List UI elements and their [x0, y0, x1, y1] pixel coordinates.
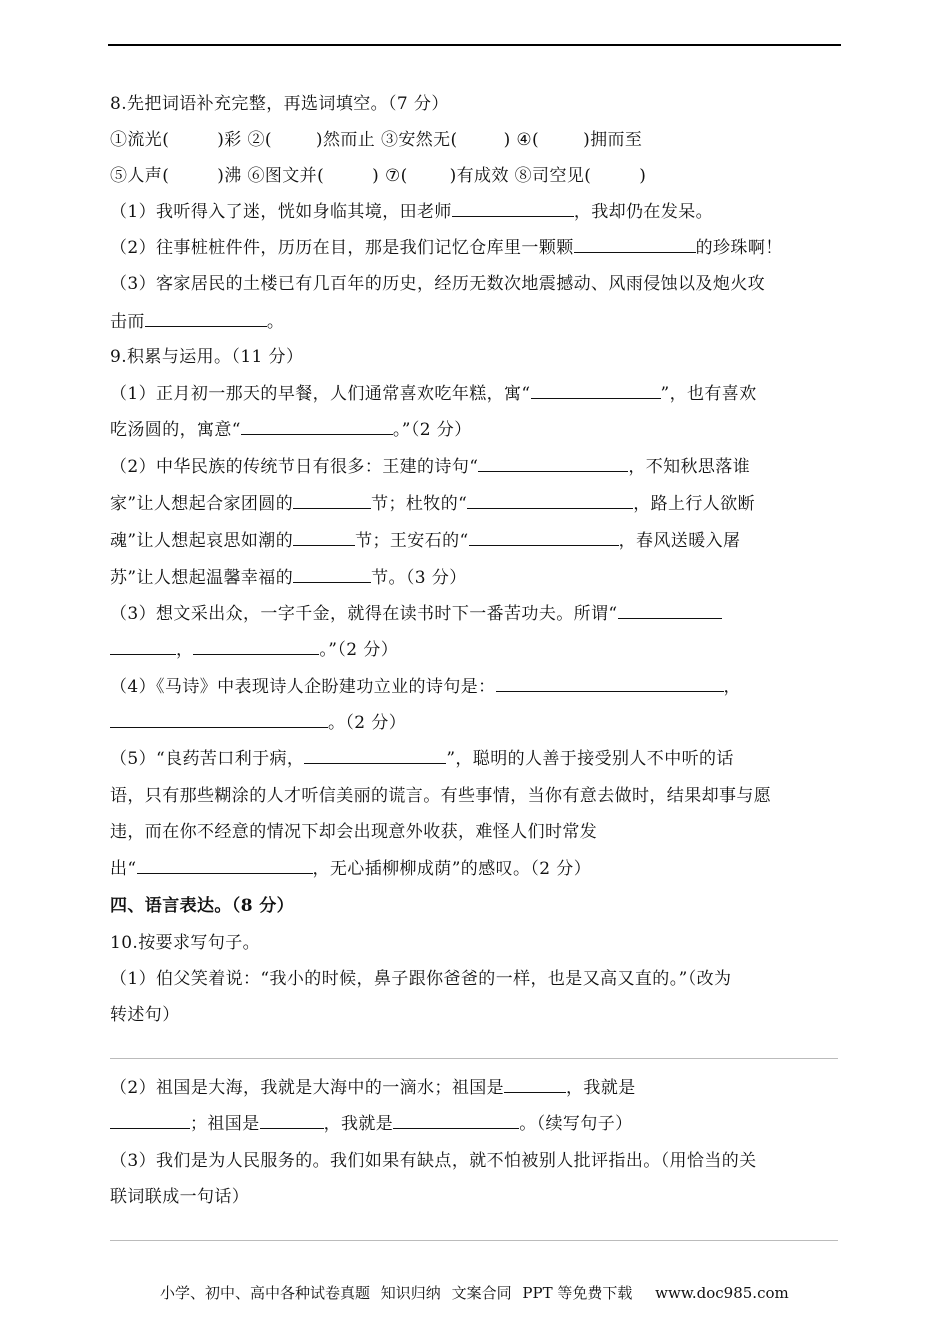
- section-4-title: 四、语言表达。（8 分）: [110, 896, 295, 916]
- q9-item-1: （1）正月初一那天的早餐，人们通常喜欢吃年糕，寓“ ”，也有喜欢: [110, 384, 757, 404]
- blank[interactable]: [393, 1112, 519, 1129]
- q9-item-2: （2）中华民族的传统节日有很多：王建的诗句“ ，不知秋思落谁: [110, 457, 751, 477]
- q10-item-3: （3）我们是为人民服务的。我们如果有缺点，就不怕被别人批评指出。（用恰当的关: [110, 1151, 757, 1171]
- blank[interactable]: [193, 638, 319, 655]
- q8-title: 8.先把词语补充完整，再选词填空。（7 分）: [110, 94, 449, 114]
- header-rule: [108, 44, 841, 46]
- q8-sentence-1: （1）我听得入了迷，恍如身临其境，田老师 ，我却仍在发呆。: [110, 202, 714, 222]
- q9-item-1-cont: 吃汤圆的，寓意“ 。”（2 分）: [110, 420, 472, 440]
- blank[interactable]: [452, 200, 574, 217]
- q10-item-1-cont: 转述句）: [110, 1005, 180, 1025]
- answer-line[interactable]: [110, 1240, 838, 1241]
- q9-item-2-cont-1: 家”让人想起合家团圆的 节；杜牧的“ ，路上行人欲断: [110, 494, 755, 514]
- q9-item-5-cont-1: 语，只有那些糊涂的人才听信美丽的谎言。有些事情，当你有意去做时，结果却事与愿: [110, 786, 772, 806]
- q9-item-2-cont-2: 魂”让人想起哀思如潮的 节；王安石的“ ，春风送暖入屠: [110, 531, 741, 551]
- blank[interactable]: [478, 455, 628, 472]
- q8-sentence-3-cont: 击而 。: [110, 312, 285, 332]
- blank[interactable]: [293, 566, 371, 583]
- blank[interactable]: [618, 602, 722, 619]
- blank[interactable]: [293, 529, 355, 546]
- q9-item-3-cont: ， 。”（2 分）: [110, 638, 845, 662]
- q8-words-row-1: ①流光( )彩 ②( )然而止 ③安然无( ) ④( )拥而至: [110, 130, 643, 150]
- blank[interactable]: [496, 675, 724, 692]
- blank[interactable]: [110, 1112, 190, 1129]
- q8-words-row-2: ⑤人声( )沸 ⑥图文并( ) ⑦( )有成效 ⑧司空见( ): [110, 166, 647, 186]
- blank[interactable]: [145, 310, 267, 327]
- footer-url-link[interactable]: www.doc985.com: [655, 1284, 789, 1302]
- q8-sentence-3: （3）客家居民的土楼已有几百年的历史，经历无数次地震撼动、风雨侵蚀以及炮火攻: [110, 274, 766, 294]
- q9-item-4-cont: 。（2 分）: [110, 711, 845, 735]
- q9-item-5-cont-3: 出“ ，无心插柳柳成荫”的感叹。（2 分）: [110, 859, 592, 879]
- q9-title: 9.积累与运用。（11 分）: [110, 347, 304, 367]
- q10-item-2: （2）祖国是大海，我就是大海中的一滴水；祖国是 ，我就是: [110, 1078, 636, 1098]
- q10-item-1: （1）伯父笑着说：“我小的时候，鼻子跟你爸爸的一样，也是又高又直的。”（改为: [110, 969, 732, 989]
- blank[interactable]: [137, 857, 313, 874]
- blank[interactable]: [467, 492, 633, 509]
- q9-item-5: （5）“良药苦口利于病， ”，聪明的人善于接受别人不中听的话: [110, 749, 734, 769]
- answer-line[interactable]: [110, 1058, 838, 1059]
- blank[interactable]: [260, 1112, 324, 1129]
- footer-text-3: 文案合同: [451, 1284, 512, 1302]
- q9-item-3: （3）想文采出众，一字千金，就得在读书时下一番苦功夫。所谓“: [110, 602, 845, 626]
- footer-text-1: 小学、初中、高中各种试卷真题: [160, 1284, 371, 1302]
- blank[interactable]: [110, 711, 328, 728]
- blank[interactable]: [304, 747, 446, 764]
- blank[interactable]: [110, 638, 176, 655]
- footer-text-4: PPT 等免费下载: [522, 1284, 633, 1302]
- footer-text-2: 知识归纳: [380, 1284, 441, 1302]
- blank[interactable]: [293, 492, 371, 509]
- footer: [160, 1282, 860, 1303]
- q9-item-5-cont-2: 违，而在你不经意的情况下却会出现意外收获，难怪人们时常发: [110, 822, 598, 842]
- q9-item-4: （4）《马诗》中表现诗人企盼建功立业的诗句是： ，: [110, 677, 741, 697]
- q10-item-2-cont: ；祖国是 ，我就是 。（续写句子）: [110, 1112, 845, 1136]
- q10-item-3-cont: 联词联成一句话）: [110, 1187, 250, 1207]
- blank[interactable]: [469, 529, 619, 546]
- blank[interactable]: [241, 418, 393, 435]
- q8-sentence-2: （2）往事桩桩件件，历历在目，那是我们记忆仓库里一颗颗 的珍珠啊！: [110, 238, 783, 258]
- blank[interactable]: [574, 236, 696, 253]
- q10-title: 10.按要求写句子。: [110, 933, 261, 953]
- blank[interactable]: [504, 1076, 566, 1093]
- q9-item-2-cont-3: 苏”让人想起温馨幸福的 节。（3 分）: [110, 568, 467, 588]
- blank[interactable]: [531, 382, 661, 399]
